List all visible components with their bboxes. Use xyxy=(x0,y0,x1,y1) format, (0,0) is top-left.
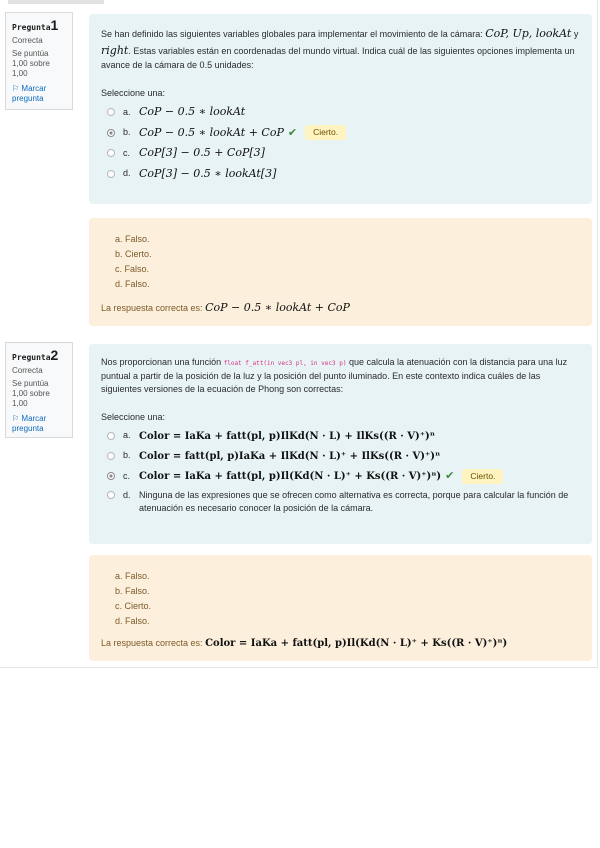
answer-option-b[interactable]: b. CoP − 0.5 ∗ lookAt + CoP ✔ Cierto. xyxy=(101,125,580,142)
function-signature: float f_att(in vec3 pl, in vec3 p) xyxy=(223,360,347,367)
select-one-prompt: Seleccione una: xyxy=(101,87,166,98)
answer-option-a[interactable]: a. CoP − 0.5 ∗ lookAt xyxy=(101,104,580,121)
radio-button-selected[interactable] xyxy=(107,129,115,137)
correct-badge: Cierto. xyxy=(462,469,503,484)
radio-button[interactable] xyxy=(107,452,115,460)
answer-option-d[interactable]: d. Ninguna de las expresiones que se ofrecen como alternativa es correcta, porque para calcular la función de atenuación es necesario conocer la posición de la cámara. xyxy=(101,489,580,515)
radio-button[interactable] xyxy=(107,170,115,178)
flag-icon: ⚐ xyxy=(12,414,20,423)
answer-option-b[interactable]: b. Color = fatt(pl, p)IaKa + IlKd(N · L)⁺ + IlKs((R · V)⁺)ⁿ xyxy=(101,448,580,464)
question-title: Pregunta1 xyxy=(12,17,59,33)
flag-question-link[interactable]: ⚐ Marcar pregunta xyxy=(12,84,47,103)
question-text: Nos proporcionan una función float f_att(in vec3 pl, in vec3 p) que calcula la atenuación con la distancia para una luz puntual a partir de la posición de la luz y la posición del punto iluminado. En este contexto indica cuáles de las siguientes versiones de la ecuación de Phong son correctas: xyxy=(101,357,568,394)
question-state: Correcta xyxy=(12,366,43,375)
question-2-content xyxy=(89,344,592,544)
answer-option-c[interactable]: c. Color = IaKa + fatt(pl, p)Il(Kd(N · L)⁺ + Ks((R · V)⁺)ⁿ) ✔ Cierto. xyxy=(101,468,580,485)
radio-button[interactable] xyxy=(107,432,115,440)
question-info-2 xyxy=(5,342,73,438)
select-one-prompt: Seleccione una: xyxy=(101,411,166,422)
radio-button[interactable] xyxy=(107,149,115,157)
question-title: Pregunta2 xyxy=(12,347,59,363)
question-score: Se puntúa 1,00 sobre 1,00 xyxy=(12,379,50,408)
answer-option-a[interactable]: a. Color = IaKa + fatt(pl, p)IlKd(N · L) + IlKs((R · V)⁺)ⁿ xyxy=(101,428,580,444)
top-strip xyxy=(8,0,104,4)
answer-option-c[interactable]: c. CoP[3] − 0.5 + CoP[3] xyxy=(101,145,580,162)
radio-button[interactable] xyxy=(107,491,115,499)
question-1-feedback xyxy=(89,218,592,326)
question-score: Se puntúa 1,00 sobre 1,00 xyxy=(12,49,50,78)
flag-question-link[interactable]: ⚐ Marcar pregunta xyxy=(12,414,47,433)
option-feedback-list: a. Falso. b. Falso. c. Cierto. d. Falso. xyxy=(115,571,152,626)
radio-button[interactable] xyxy=(107,108,115,116)
answer-option-d[interactable]: d. CoP[3] − 0.5 ∗ lookAt[3] xyxy=(101,166,580,183)
option-feedback-list: a. Falso. b. Cierto. c. Falso. d. Falso. xyxy=(115,234,152,289)
check-icon: ✔ xyxy=(287,126,298,139)
flag-icon: ⚐ xyxy=(12,84,20,93)
radio-button-selected[interactable] xyxy=(107,472,115,480)
correct-answer: La respuesta correcta es: Color = IaKa + fatt(pl, p)Il(Kd(N · L)⁺ + Ks((R · V)⁺)ⁿ) xyxy=(101,638,508,650)
question-info-1 xyxy=(5,12,73,110)
question-text: Se han definido las siguientes variables globales para implementar el movimiento de la cámara: CoP, Up, lookAt y right. Estas variables están en coordenadas del mundo virtual. Indica cuál de las siguientes opciones implementa un avance de la cámara de 0.5 unidades: xyxy=(101,27,579,70)
correct-badge: Cierto. xyxy=(305,125,346,140)
question-2-feedback xyxy=(89,555,592,661)
question-1-content xyxy=(89,14,592,204)
check-icon: ✔ xyxy=(445,470,455,482)
question-state: Correcta xyxy=(12,36,43,45)
correct-answer: La respuesta correcta es: CoP − 0.5 ∗ lookAt + CoP xyxy=(101,301,350,315)
